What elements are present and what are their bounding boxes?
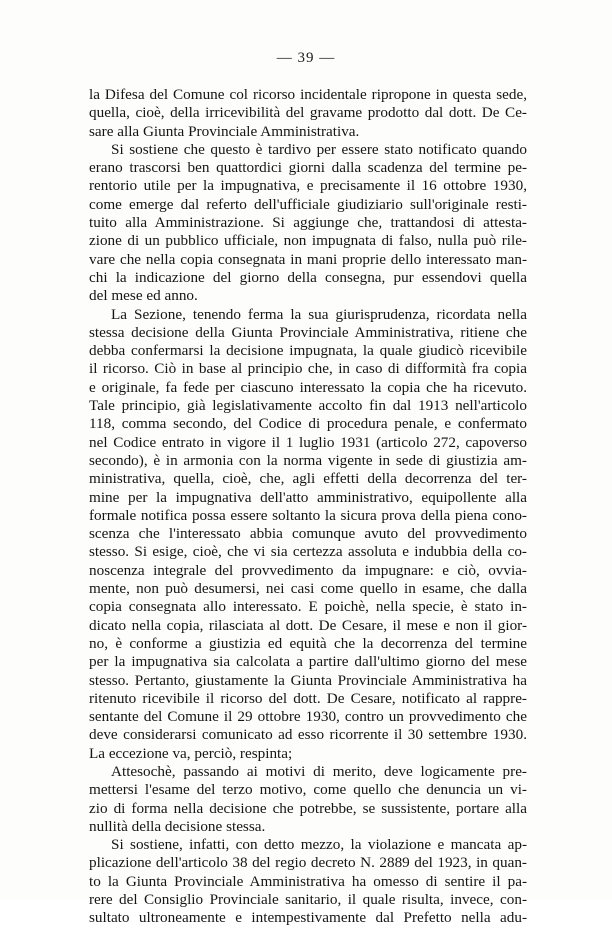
text-line: mettersi l'esame del terzo motivo, come quello che denuncia un vi- bbox=[89, 781, 527, 799]
text-line: del mese ed anno. bbox=[89, 287, 198, 305]
text-line: quella, cioè, della irricevibilità del gravame prodotto dal dott. De Ce- bbox=[89, 104, 527, 122]
text-line: mine per la impugnativa dell'atto amministrativo, equipollente alla bbox=[89, 488, 527, 506]
text-line: to la Giunta Provinciale Amministrativa ha omesso di sentire il pa- bbox=[89, 872, 527, 890]
paragraph bbox=[89, 141, 527, 306]
text-line: come emerge dal referto dell'ufficiale giudiziario sull'originale resti- bbox=[89, 195, 527, 213]
text-line: no, è conforme a giustizia ed equità che la decorrenza del termine bbox=[89, 634, 527, 652]
text-line: formale notifica possa essere soltanto la sicura prova della piena cono- bbox=[89, 506, 527, 524]
text-line: vare che nella copia consegnata in mani proprie dello interessato man- bbox=[89, 250, 527, 268]
text-line: plicazione dell'articolo 38 del regio decreto N. 2889 del 1923, in quan- bbox=[89, 854, 527, 872]
text-line: zione di un pubblico ufficiale, non impugnata di falso, nulla può rile- bbox=[89, 232, 527, 250]
text-line: ministrativa, quella, cioè, che, agli effetti della decorrenza del ter- bbox=[89, 470, 527, 488]
text-line: erano trascorsi ben quattordici giorni dalla scadenza del termine pe- bbox=[89, 159, 527, 177]
text-line: stesso. Pertanto, giustamente la Giunta Provinciale Amministrativa ha bbox=[89, 671, 527, 689]
text-line: chi la indicazione del giorno della consegna, pur essendovi quella bbox=[89, 268, 527, 286]
text-line: sultato ultroneamente e intempestivamente dal Prefetto nella adu- bbox=[89, 909, 527, 927]
text-line: Si sostiene che questo è tardivo per essere stato notificato quando bbox=[111, 140, 527, 158]
text-line: 118, comma secondo, del Codice di procedura penale, e confermato bbox=[89, 415, 527, 433]
text-line: la Difesa del Comune col ricorso incidentale ripropone in questa sede, bbox=[89, 86, 527, 103]
text-line: Attesochè, passando ai motivi di merito, deve logicamente pre- bbox=[111, 762, 527, 780]
text-line: dicato nella copia, rilasciata al dott. De Cesare, il mese e non il gior- bbox=[89, 616, 527, 634]
text-line: deve considerarsi comunicato ad esso ricorrente il 30 settembre 1930. bbox=[89, 726, 527, 744]
text-line: noscenza integrale del provvedimento da impugnare: e ciò, ovvia- bbox=[89, 561, 527, 579]
text-line: per la impugnativa sia calcolata a partire dall'ultimo giorno del mese bbox=[89, 653, 527, 671]
text-line: scenza che l'interessato abbia comunque avuto del provvedimento bbox=[89, 525, 527, 543]
text-line: sentante del Comune il 29 ottobre 1930, contro un provvedimento che bbox=[89, 708, 527, 726]
text-line: e originale, fa fede per ciascuno interessato la copia che ha ricevuto. bbox=[89, 378, 527, 396]
text-line: sare alla Giunta Provinciale Amministrativa. bbox=[89, 122, 360, 140]
body-text bbox=[89, 86, 527, 928]
text-line: rere del Consiglio Provinciale sanitario, il quale risulta, invece, con- bbox=[89, 891, 527, 909]
text-line: La Sezione, tenendo ferma la sua giurisprudenza, ricordata nella bbox=[111, 305, 527, 323]
paragraph bbox=[89, 86, 527, 141]
text-line: Si sostiene, infatti, con detto mezzo, la violazione e mancata ap- bbox=[111, 836, 527, 854]
paragraph bbox=[89, 763, 527, 836]
paragraph bbox=[89, 836, 527, 927]
text-line: stesso. Si esige, cioè, che vi sia certezza assoluta e indubbia della co- bbox=[89, 543, 527, 561]
text-line: il ricorso. Ciò in base al principio che, in caso di difformità fra copia bbox=[89, 360, 527, 378]
paragraph bbox=[89, 306, 527, 763]
page-number: — 39 — bbox=[276, 50, 336, 66]
text-line: copia consegnata allo interessato. E poichè, nella specie, è stato in- bbox=[89, 598, 527, 616]
text-line: ritenuto ricevibile il ricorso del dott. De Cesare, notificato al rappre- bbox=[89, 689, 527, 707]
text-line: nullità della decisione stessa. bbox=[89, 817, 266, 835]
text-line: rentorio utile per la impugnativa, e precisamente il 16 ottobre 1930, bbox=[89, 177, 527, 195]
text-line: zio di forma nella decisione che potrebbe, se sussistente, portare alla bbox=[89, 799, 527, 817]
text-line: secondo), è in armonia con la norma vigente in sede di giustizia am- bbox=[89, 451, 527, 469]
text-line: stessa decisione della Giunta Provinciale Amministrativa, ritiene che bbox=[89, 323, 527, 341]
text-line: debba confermarsi la decisione impugnata, la quale giudicò ricevibile bbox=[89, 342, 527, 360]
text-line: tuito alla Amministrazione. Si aggiunge che, trattandosi di attesta- bbox=[89, 214, 527, 232]
text-line: nel Codice entrato in vigore il 1 luglio 1931 (articolo 272, capoverso bbox=[89, 433, 527, 451]
text-line: mente, non può desumersi, nei casi come quello in esame, che dalla bbox=[89, 580, 527, 598]
text-line: La eccezione va, perciò, respinta; bbox=[89, 744, 293, 762]
text-line: Tale principio, già legislativamente accolto fin dal 1913 nell'articolo bbox=[89, 397, 527, 415]
